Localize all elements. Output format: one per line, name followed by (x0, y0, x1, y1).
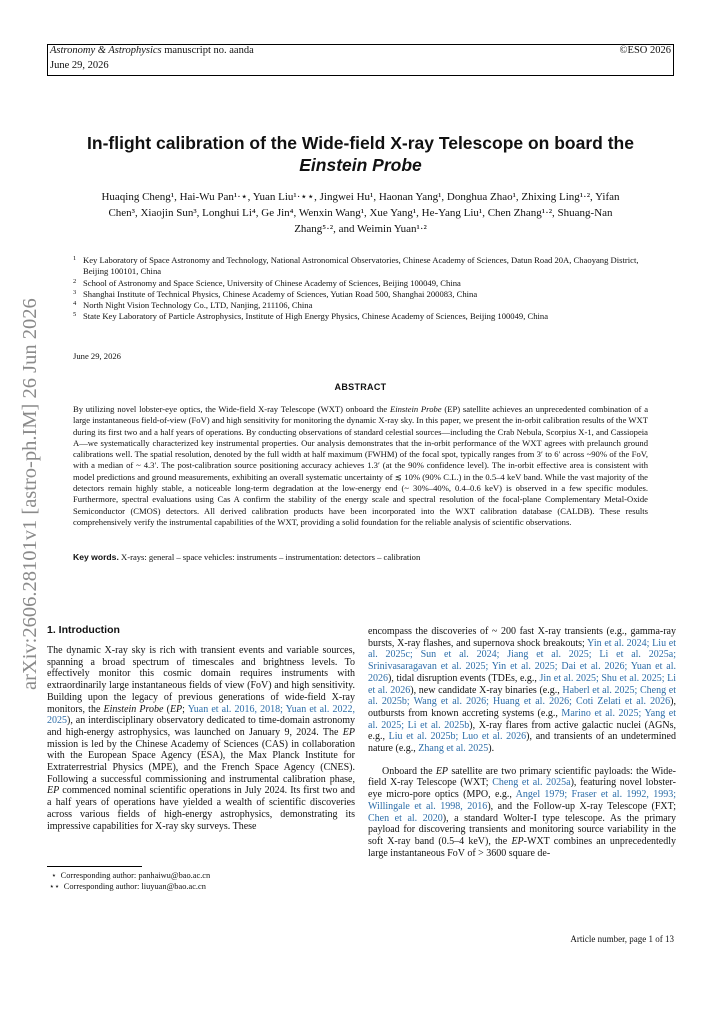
citation-link[interactable]: Zhang et al. 2025 (418, 743, 489, 755)
body-text-italic: EP (169, 703, 183, 715)
body-text: encompass the discoveries of ~ 200 fast X-ray transients (e.g., gamma-ray bursts, X-ray flashes, and supernova shock breakouts; (368, 626, 676, 649)
footnote (47, 870, 210, 881)
arxiv-stamp-text: arXiv:2606.28101v1 [astro-ph.IM] 26 Jun 2026 (19, 298, 41, 690)
keywords-text: X-rays: general – space vehicles: instruments – instrumentation: detectors – calibration (118, 552, 421, 562)
body-text: ( (163, 703, 170, 715)
authors-line-2: Chen³, Xiaojin Sun³, Longhui Li⁴, Ge Jin⁴, Wenxin Wang¹, Xue Yang¹, He-Yang Liu¹, Chen Zhang¹·², Shuang-Nan (108, 207, 613, 219)
received-date: June 29, 2026 (73, 351, 121, 361)
citation-link[interactable]: Yuan et al. 2016, 2018; Yuan et al. 2022, 2025 (47, 703, 355, 727)
body-text-italic: EP (435, 765, 449, 777)
title-line-1: In-flight calibration of the Wide-field X-ray Telescope on board the (87, 133, 634, 153)
affiliation-number: 3 (73, 288, 77, 296)
body-text: ), featuring novel lobster-eye micro-pore optics (MPO, e.g., (368, 777, 676, 801)
abstract-text-italic: Einstein Probe (390, 404, 442, 414)
copyright: ©ESO 2026 (619, 45, 671, 56)
footnote-mark: ⋆ (51, 871, 57, 880)
affiliations (73, 255, 663, 323)
affiliation-number: 5 (73, 311, 77, 319)
affiliation (73, 311, 663, 322)
affiliation-text: Key Laboratory of Space Astronomy and Technology, National Astronomical Observatories, Chinese Academy of Sciences, Datun Road 20A, Chaoyang District, Beijing 100101, China (83, 255, 639, 277)
citation-link[interactable]: Cheng et al. 2025a (492, 777, 571, 789)
keywords (73, 552, 648, 562)
affiliation-text: State Key Laboratory of Particle Astrophysics, Institute of High Energy Physics, Chinese Academy of Sciences, Beijing 100049, China (83, 311, 549, 322)
page-number: Article number, page 1 of 13 (570, 934, 674, 944)
affiliation-number: 2 (73, 277, 77, 285)
affiliation (73, 300, 663, 311)
footnote-text: Corresponding author: panhaiwu@bao.ac.cn (60, 871, 211, 880)
affiliation (73, 278, 663, 289)
citation-link[interactable]: Yin et al. 2024; Liu et al. 2025c; Sun et al. 2024; Jiang et al. 2025; Li et al. 2025a; Srinivasaragavan et al. 2025; Yin et al. 2025; Dai et al. 2026; Yuan et al. 2026 (368, 637, 677, 684)
body-text-italic: EP (47, 785, 60, 797)
affiliation-text: Shanghai Institute of Technical Physics, Chinese Academy of Sciences, Yutian Road 500, Shanghai 200083, China (83, 288, 478, 299)
body-text: mission is led by the Chinese Academy of Sciences (CAS) in collaboration with the European Space Agency (ESA), the Max Planck Institute for Extraterrestrial Physics (MPE), and the French Space Agency (CNES). Following a successful commissioning and instrumental calibration phase, (47, 738, 355, 785)
paragraph (47, 645, 355, 832)
body-text: Onboard the (382, 765, 436, 777)
body-text: ), a standard Wolter-I type telescope. As the primary payload for discovering transients and monitoring source variability in the soft X-ray band (0.5–4 keV), the (368, 812, 676, 847)
body-text: -WXT combines an unprecedentedly large instantaneous FoV of > 3600 square de- (368, 835, 677, 859)
citation-link[interactable]: Jin et al. 2025; Shu et al. 2025; Li et al. 2026 (368, 672, 676, 696)
footnote-text: Corresponding author: liuyuan@bao.ac.cn (63, 882, 206, 891)
body-text: ), tidal disruption events (TDEs, e.g., (388, 672, 540, 684)
manuscript-number: manuscript no. aanda (161, 45, 254, 56)
citation-link[interactable]: Haberl et al. 2025; Cheng et al. 2025b; Wang et al. 2026; Huang et al. 2026; Coti Zelati et al. 2026 (368, 684, 677, 708)
citation-link[interactable]: Liu et al. 2025b; Luo et al. 2026 (388, 731, 527, 743)
body-text: ). (488, 743, 495, 755)
paper-title (40, 132, 681, 176)
column-right (368, 626, 676, 859)
body-text: The dynamic X-ray sky is rich with transient events and variable sources, spanning a broad spectrum of timescales and brightness levels. To effectively monitor this cosmic domain requires instruments with extraordinarily large instantaneous fields of view (FoV) and high sensitivity. Building upon the legacy of previous generations of wide-field X-ray monitors, the (47, 645, 355, 715)
citation-link[interactable]: Marino et al. 2025; Yang et al. 2025; Li et al. 2025b (368, 707, 676, 731)
header-date: June 29, 2026 (50, 60, 109, 71)
abstract-body (73, 404, 648, 528)
affiliation (73, 255, 663, 278)
body-text-italic: EP (342, 726, 355, 738)
body-text: ), outbursts from known accreting systems (e.g., (368, 696, 676, 719)
body-text: ), new candidate X-ray binaries (e.g., (410, 684, 563, 696)
citation-link[interactable]: Angel 1979; Fraser et al. 1992, 1993; Willingale et al. 1998, 2016 (368, 789, 676, 812)
affiliation (73, 289, 663, 300)
body-text: ; (182, 703, 188, 715)
body-text-italic: Einstein Probe (103, 703, 164, 715)
footnote (47, 881, 206, 892)
affiliation-number: 4 (73, 300, 77, 308)
affiliation-text: School of Astronomy and Space Science, University of Chinese Academy of Sciences, Beijing 100049, China (83, 277, 461, 288)
citation-link[interactable]: Chen et al. 2020 (368, 812, 443, 824)
author-list (48, 189, 673, 237)
keywords-label: Key words. (73, 552, 119, 562)
abstract-text: (EP) satellite achieves an unprecedented combination of a large instantaneous field-of-view (FoV) and high sensitivity for monitoring the dynamic X-ray sky. In this paper, we present the in-orbit calibration results of the WXT during its first two and a half years of operations. By conducting observations of standard celestial sources—including the Crab Nebula, Scorpius X-1, and Cassiopeia A—we systematically characterized key instrumental properties. Our analysis demonstrates that the in-orbit performance of the WXT agrees with prelaunch ground calibrations well. The spatial resolution, denoted by the full width at half maximum (FWHM) of the focal spot, typically ranges from 3′ to 6′ across ~90% of the FoV, with a median of ~ 4.3′. The post-calibration source positioning accuracy achieves 1.3′ (at the 90% confidence level). The in-orbit effective area is consistent with model predictions and ground measurements, exhibiting an overall systematic uncertainty of ≲ 10% (90% C.L.) in the 0.5–4 keV band. While the vast majority of the detectors remain highly stable, a noticeable long-term degradation at the low-energy end (~ 30%–40%, 0.4–0.6 keV) is observed in a few specific modules. Furthermore, spectral evaluations using Cas A confirm the stability of the energy scale and spectral resolution of the focal-plane Complementary Metal-Oxide Semiconductor (CMOS) detectors. All derived calibration products have been incorporated into the WXT calibration database (CALDB). These results comprehensively verify the instrumental capabilities of the WXT, providing a solid foundation for the reliable analysis of scientific observations. (73, 404, 649, 527)
abstract-text: By utilizing novel lobster-eye optics, the Wide-field X-ray Telescope (WXT) onboard the (73, 404, 390, 414)
body-text: commenced nominal scientific operations in July 2024. Its first two and a half years of operations have yielded a wealth of scientific discoveries across various fields of high-energy astrophysics, demonstrating its impressive capabilities for X-ray sky surveys. These (47, 785, 355, 832)
body-text: ), and transients of an undetermined nature (e.g., (368, 731, 677, 755)
arxiv-stamp (4, 270, 44, 690)
footnote-mark: ⋆⋆ (49, 882, 60, 891)
affiliation-text: North Night Vision Technology Co., LTD, Nanjing, 211106, China (83, 300, 313, 311)
paragraph (368, 626, 676, 755)
journal-name: Astronomy & Astrophysics (50, 45, 162, 56)
abstract-heading: ABSTRACT (334, 382, 387, 392)
body-text: ), and the Follow-up X-ray Telescope (FXT; (487, 800, 676, 812)
authors-line-1: Huaqing Cheng¹, Hai-Wu Pan¹·⋆, Yuan Liu¹·⋆⋆, Jingwei Hu¹, Haonan Yang¹, Donghua Zhao¹, Zhixing Ling¹·², Yifan (101, 191, 620, 203)
footnote-rule (47, 866, 142, 867)
section-heading: 1. Introduction (47, 624, 120, 636)
column-left (47, 645, 355, 832)
affiliation-number: 1 (73, 255, 77, 262)
paragraph (368, 766, 676, 860)
body-text: satellite are two primary scientific payloads: the Wide-field X-ray Telescope (WXT; (368, 765, 676, 789)
body-text: ), X-ray flares from active galactic nuclei (AGNs, e.g., (368, 719, 676, 743)
title-line-2: Einstein Probe (299, 155, 422, 175)
journal-line (50, 45, 254, 56)
authors-line-3: Zhang⁵·², and Weimin Yuan¹·² (294, 223, 427, 235)
body-text-italic: EP (511, 835, 524, 847)
body-text: ), an interdisciplinary observatory dedicated to time-domain astronomy and high-energy astrophysics, was launched on January 9, 2024. The (47, 715, 355, 738)
arxiv-stamp-svg (4, 270, 44, 690)
